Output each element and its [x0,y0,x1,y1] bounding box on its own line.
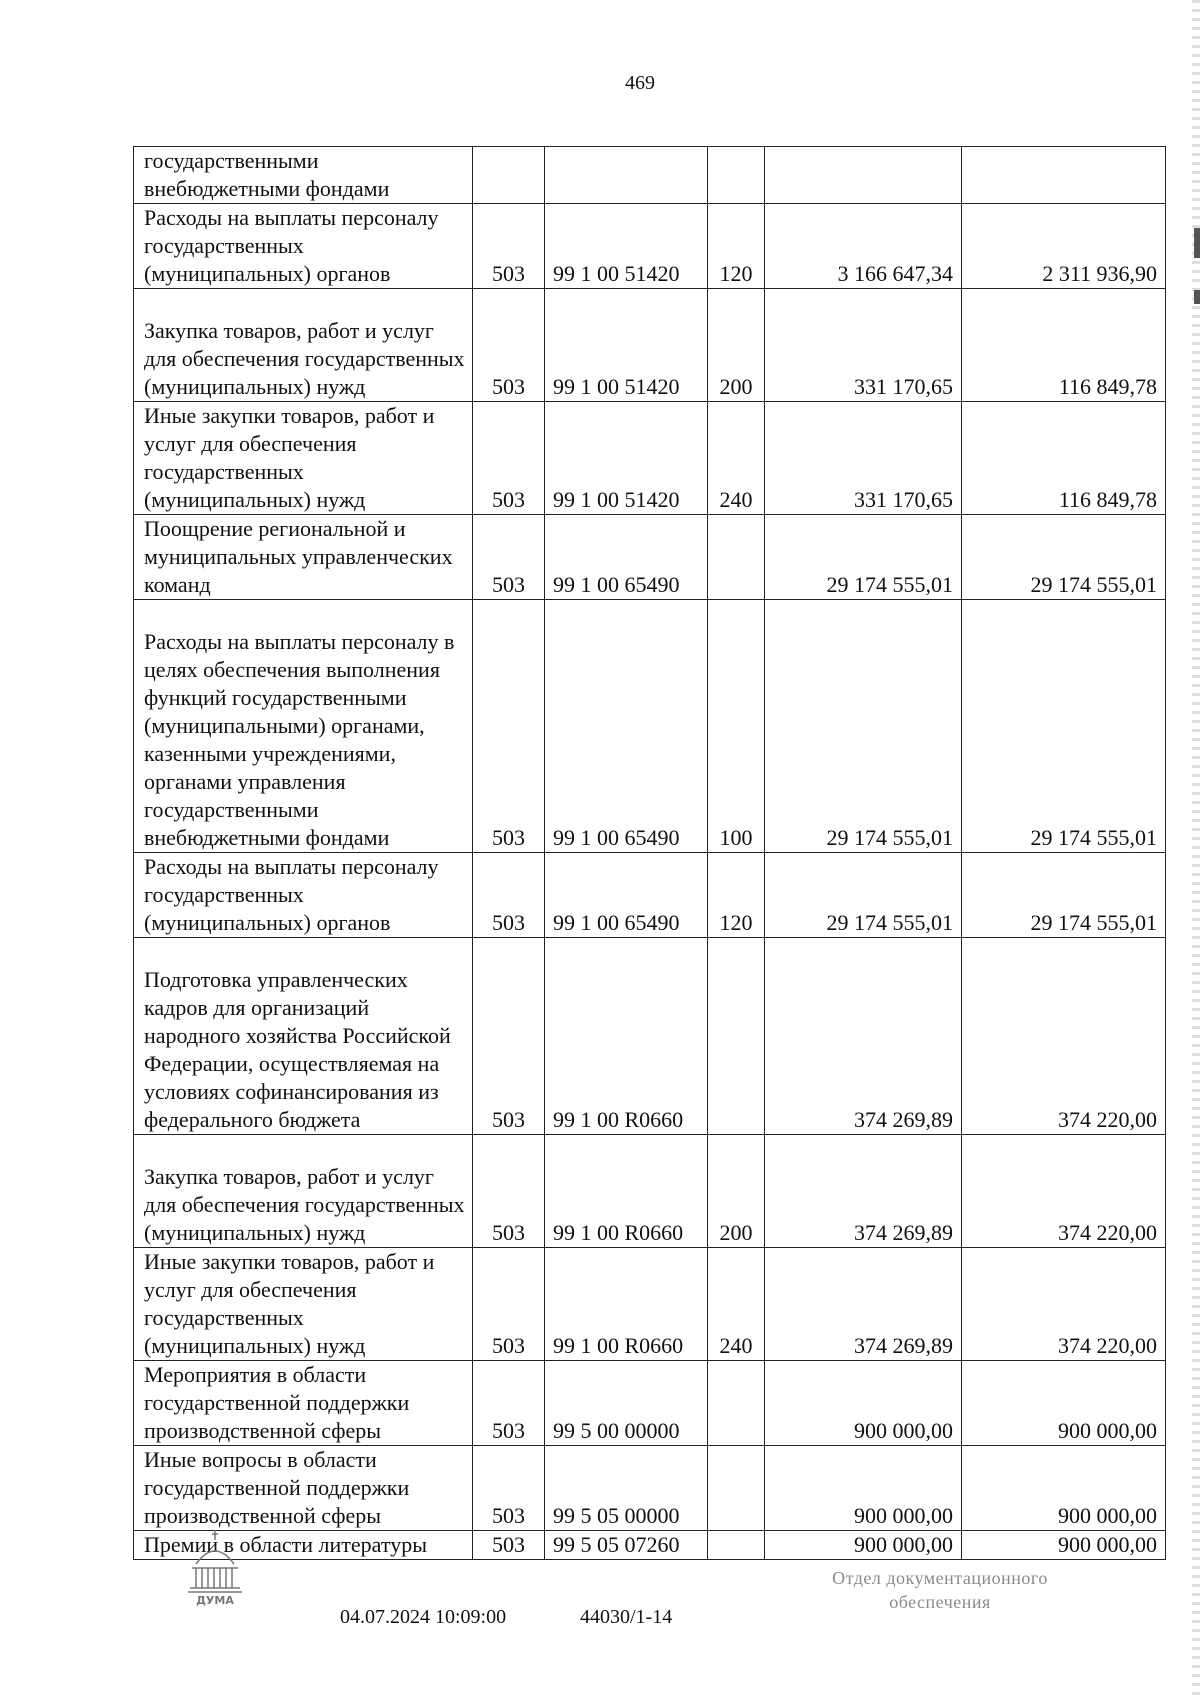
row-code: 99 1 00 65490 [545,853,708,938]
table-row [134,938,1166,1135]
row-name: Иные вопросы в области государственной поддержки производственной сферы [134,1446,473,1531]
row-amount-2: 374 220,00 [962,1135,1166,1248]
row-section: 503 [473,938,545,1135]
row-name: Закупка товаров, работ и услуг для обеспечения государственных (муниципальных) нужд [134,289,473,402]
row-name: Закупка товаров, работ и услуг для обеспечения государственных (муниципальных) нужд [134,1135,473,1248]
row-type: 200 [708,1135,765,1248]
row-amount-1: 374 269,89 [765,1248,962,1361]
row-name: государственными внебюджетными фондами [134,147,473,204]
table-row [134,600,1166,853]
row-section: 503 [473,853,545,938]
row-section: 503 [473,515,545,600]
row-amount-2: 374 220,00 [962,938,1166,1135]
table-row [134,1361,1166,1446]
row-amount-1: 331 170,65 [765,289,962,402]
row-code: 99 1 00 51420 [545,402,708,515]
row-name: Расходы на выплаты персоналу государственных (муниципальных) органов [134,853,473,938]
row-amount-1: 29 174 555,01 [765,515,962,600]
row-section [473,147,545,204]
row-amount-2 [962,147,1166,204]
row-type: 100 [708,600,765,853]
table-row [134,1531,1166,1560]
row-type [708,1361,765,1446]
row-code: 99 1 00 R0660 [545,938,708,1135]
scan-edge-mark [1194,290,1200,304]
budget-table [133,146,1166,1560]
footer-datetime: 04.07.2024 10:09:00 [340,1606,507,1628]
row-section: 503 [473,1531,545,1560]
row-type: 240 [708,402,765,515]
stamp-line-2: обеспечения [889,1592,991,1612]
table-row [134,853,1166,938]
row-amount-2: 900 000,00 [962,1446,1166,1531]
page-number: 469 [625,72,655,94]
row-section: 503 [473,1361,545,1446]
stamp-line-1: Отдел документационного [832,1568,1048,1588]
row-section: 503 [473,204,545,289]
table-row [134,204,1166,289]
row-amount-2: 116 849,78 [962,402,1166,515]
department-stamp [810,1566,1070,1614]
row-section: 503 [473,1248,545,1361]
row-code: 99 1 00 R0660 [545,1248,708,1361]
row-amount-2: 900 000,00 [962,1531,1166,1560]
row-type: 240 [708,1248,765,1361]
row-name: Поощрение региональной и муниципальных управленческих команд [134,515,473,600]
footer-reg-number: 44030/1-14 [580,1606,673,1628]
table-row [134,147,1166,204]
row-amount-2: 374 220,00 [962,1248,1166,1361]
row-code: 99 1 00 65490 [545,515,708,600]
row-amount-1: 900 000,00 [765,1361,962,1446]
row-amount-2: 2 311 936,90 [962,204,1166,289]
row-name: Подготовка управленческих кадров для организаций народного хозяйства Российской Федерации, осуществляемая на условиях софинансирования из федерального бюджета [134,938,473,1135]
row-amount-2: 29 174 555,01 [962,515,1166,600]
row-amount-1: 900 000,00 [765,1446,962,1531]
row-name: Премии в области литературы [134,1531,473,1560]
row-code: 99 5 05 07260 [545,1531,708,1560]
svg-text:ДУМА: ДУМА [196,1594,234,1607]
table-row [134,402,1166,515]
row-section: 503 [473,1135,545,1248]
table-row [134,1135,1166,1248]
row-code: 99 1 00 51420 [545,289,708,402]
table-row [134,1248,1166,1361]
row-code [545,147,708,204]
row-code: 99 5 05 00000 [545,1446,708,1531]
row-code: 99 1 00 51420 [545,204,708,289]
row-type: 200 [708,289,765,402]
row-amount-2: 116 849,78 [962,289,1166,402]
row-amount-2: 900 000,00 [962,1361,1166,1446]
row-code: 99 1 00 R0660 [545,1135,708,1248]
row-name: Расходы на выплаты персоналу в целях обеспечения выполнения функций государственными (муниципальными) органами, казенными учреждениями, органами управления государственными внебюджетными фондами [134,600,473,853]
row-type [708,147,765,204]
row-amount-1: 374 269,89 [765,1135,962,1248]
row-name: Иные закупки товаров, работ и услуг для обеспечения государственных (муниципальных) нужд [134,1248,473,1361]
row-type: 120 [708,853,765,938]
duma-emblem-icon [182,1528,246,1608]
row-name: Мероприятия в области государственной поддержки производственной сферы [134,1361,473,1446]
row-code: 99 5 00 00000 [545,1361,708,1446]
row-type: 120 [708,204,765,289]
row-section: 503 [473,402,545,515]
row-amount-2: 29 174 555,01 [962,600,1166,853]
table-row [134,515,1166,600]
row-amount-1 [765,147,962,204]
row-amount-1: 331 170,65 [765,402,962,515]
row-type [708,1531,765,1560]
row-type [708,1446,765,1531]
row-amount-1: 29 174 555,01 [765,600,962,853]
scan-edge-mark [1194,228,1200,258]
row-name: Иные закупки товаров, работ и услуг для обеспечения государственных (муниципальных) нужд [134,402,473,515]
row-name: Расходы на выплаты персоналу государственных (муниципальных) органов [134,204,473,289]
row-section: 503 [473,600,545,853]
row-amount-1: 29 174 555,01 [765,853,962,938]
row-amount-2: 29 174 555,01 [962,853,1166,938]
table-row [134,1446,1166,1531]
row-amount-1: 374 269,89 [765,938,962,1135]
row-type [708,515,765,600]
row-amount-1: 3 166 647,34 [765,204,962,289]
row-amount-1: 900 000,00 [765,1531,962,1560]
row-section: 503 [473,1446,545,1531]
row-section: 503 [473,289,545,402]
row-type [708,938,765,1135]
table-row [134,289,1166,402]
row-code: 99 1 00 65490 [545,600,708,853]
